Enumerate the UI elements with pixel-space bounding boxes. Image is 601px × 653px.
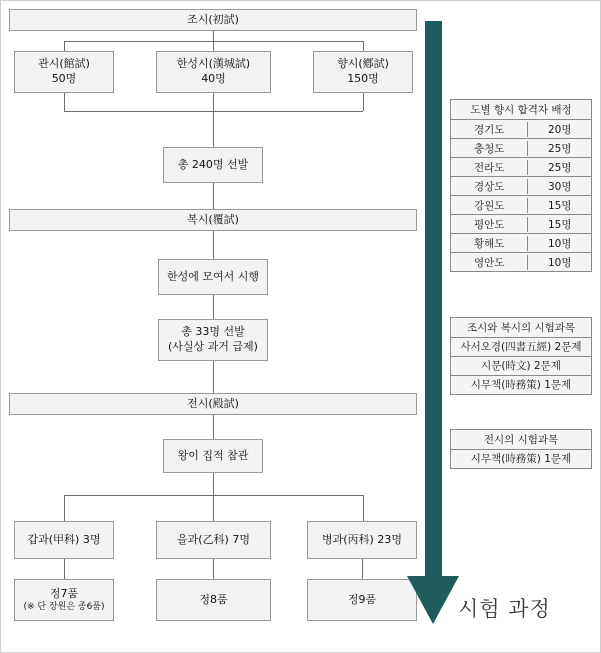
connector-merge-240-down xyxy=(213,111,214,147)
table-row xyxy=(451,177,591,196)
node-rank-8 xyxy=(156,579,271,621)
node-rank-8-label: 정8품 xyxy=(199,592,228,606)
connector-hanseongsi-down xyxy=(213,93,214,111)
node-total-33 xyxy=(158,319,268,361)
node-rank-7-note: (※ 단 장원은 종6품) xyxy=(23,602,105,613)
node-jeonsi-label: 전시(殿試) xyxy=(187,396,239,410)
connector-to-gapgwa xyxy=(64,495,65,521)
table-row xyxy=(451,120,591,139)
node-chosi-label: 조시(初試) xyxy=(187,12,239,26)
table-row xyxy=(451,158,591,177)
node-total-33-label: 총 33명 선발 xyxy=(181,325,245,339)
node-king-attends xyxy=(163,439,263,473)
table-row xyxy=(451,234,591,253)
province-quota: 10명 xyxy=(547,237,572,250)
node-rank-7-label: 정7품 xyxy=(49,586,79,600)
table-province-quota-title: 도별 향시 합격자 배정 xyxy=(451,100,591,120)
province-name: 경기도 xyxy=(451,122,528,137)
province-quota: 30명 xyxy=(547,180,572,193)
node-eulgwa xyxy=(156,521,271,559)
table-row xyxy=(451,196,591,215)
node-jeonsi xyxy=(9,393,417,415)
table-subjects-jeonsi xyxy=(450,429,592,469)
connector-to-eulgwa xyxy=(213,495,214,521)
node-hyangsi-label: 향시(鄕試) xyxy=(337,57,389,71)
node-king-attends-label: 왕이 집적 참관 xyxy=(177,448,249,462)
province-name: 강원도 xyxy=(451,198,528,213)
subject-line: 사서오경(四書五經) 2문제 xyxy=(451,338,591,357)
node-gwansi xyxy=(14,51,114,93)
province-name: 충청도 xyxy=(451,141,528,156)
node-rank-7 xyxy=(14,579,114,621)
connector-byeonggwa-down xyxy=(362,559,363,579)
node-byeonggwa xyxy=(307,521,417,559)
node-gwansi-label: 관시(館試) xyxy=(38,57,90,71)
node-hyangsi-count: 150명 xyxy=(347,72,379,85)
connector-to-hanseongsi xyxy=(213,41,214,51)
node-hanseong-gather xyxy=(158,259,268,295)
table-subjects-chosi-boksi xyxy=(450,317,592,395)
node-gwansi-count: 50명 xyxy=(51,72,77,85)
node-hanseongsi xyxy=(156,51,271,93)
province-quota: 20명 xyxy=(547,123,572,136)
table-row xyxy=(451,139,591,158)
province-name: 황해도 xyxy=(451,236,528,251)
province-quota: 25명 xyxy=(547,142,572,155)
node-hanseongsi-label: 한성시(漢城試) xyxy=(176,57,251,71)
node-hanseong-gather-label: 한성에 모여서 시행 xyxy=(166,269,259,283)
node-rank-9 xyxy=(307,579,417,621)
connector-chosi-down xyxy=(213,31,214,41)
node-total-240 xyxy=(163,147,263,183)
province-quota: 10명 xyxy=(547,256,572,269)
province-name: 평안도 xyxy=(451,217,528,232)
node-rank-9-label: 정9품 xyxy=(347,592,377,606)
subject-line: 시무책(時務策) 1문제 xyxy=(470,379,572,391)
table-row xyxy=(451,215,591,234)
node-gapgwa xyxy=(14,521,114,559)
node-total-33-note: (사실상 과거 급제) xyxy=(168,340,258,353)
connector-king-down xyxy=(213,473,214,495)
node-hyangsi xyxy=(313,51,413,93)
connector-gwansi-down xyxy=(64,93,65,111)
connector-gapgwa-down xyxy=(64,559,65,579)
connector-to-byeonggwa xyxy=(363,495,364,521)
table-province-quota xyxy=(450,99,592,272)
table-subjects-chosi-boksi-title: 조시와 복시의 시험과목 xyxy=(451,318,591,338)
node-byeonggwa-label: 병과(丙科) 23명 xyxy=(322,532,402,546)
connector-to-hyangsi xyxy=(363,41,364,51)
connector-hyangsi-down xyxy=(363,93,364,111)
process-arrow-head xyxy=(407,576,459,624)
connector-33-to-jeonsi xyxy=(213,361,214,393)
subject-line: 시문(時文) 2문제 xyxy=(451,357,591,376)
node-eulgwa-label: 을과(乙科) 7명 xyxy=(177,532,250,546)
connector-eulgwa-down xyxy=(213,559,214,579)
connector-gather-down xyxy=(213,295,214,319)
province-quota: 25명 xyxy=(547,161,572,174)
province-quota: 15명 xyxy=(547,218,572,231)
node-chosi xyxy=(9,9,417,31)
node-boksi xyxy=(9,209,417,231)
connector-240-to-boksi xyxy=(213,183,214,209)
province-name: 경상도 xyxy=(451,179,528,194)
province-quota: 15명 xyxy=(547,199,572,212)
node-boksi-label: 복시(覆試) xyxy=(187,212,239,226)
table-subjects-jeonsi-title: 전시의 시험과목 xyxy=(451,430,591,450)
connector-to-gwansi xyxy=(64,41,65,51)
province-name: 전라도 xyxy=(451,160,528,175)
node-gapgwa-label: 갑과(甲科) 3명 xyxy=(27,532,101,546)
connector-jeonsi-down xyxy=(213,415,214,439)
connector-boksi-down xyxy=(213,231,214,259)
province-name: 영안도 xyxy=(451,255,528,270)
process-arrow-label: 시험 과정 xyxy=(458,597,551,621)
node-hanseongsi-count: 40명 xyxy=(201,72,226,85)
process-arrow-shaft xyxy=(425,21,442,576)
subject-line: 시무책(時務策) 1문제 xyxy=(470,453,572,465)
node-total-240-label: 총 240명 선발 xyxy=(177,157,249,171)
table-row xyxy=(451,253,591,271)
